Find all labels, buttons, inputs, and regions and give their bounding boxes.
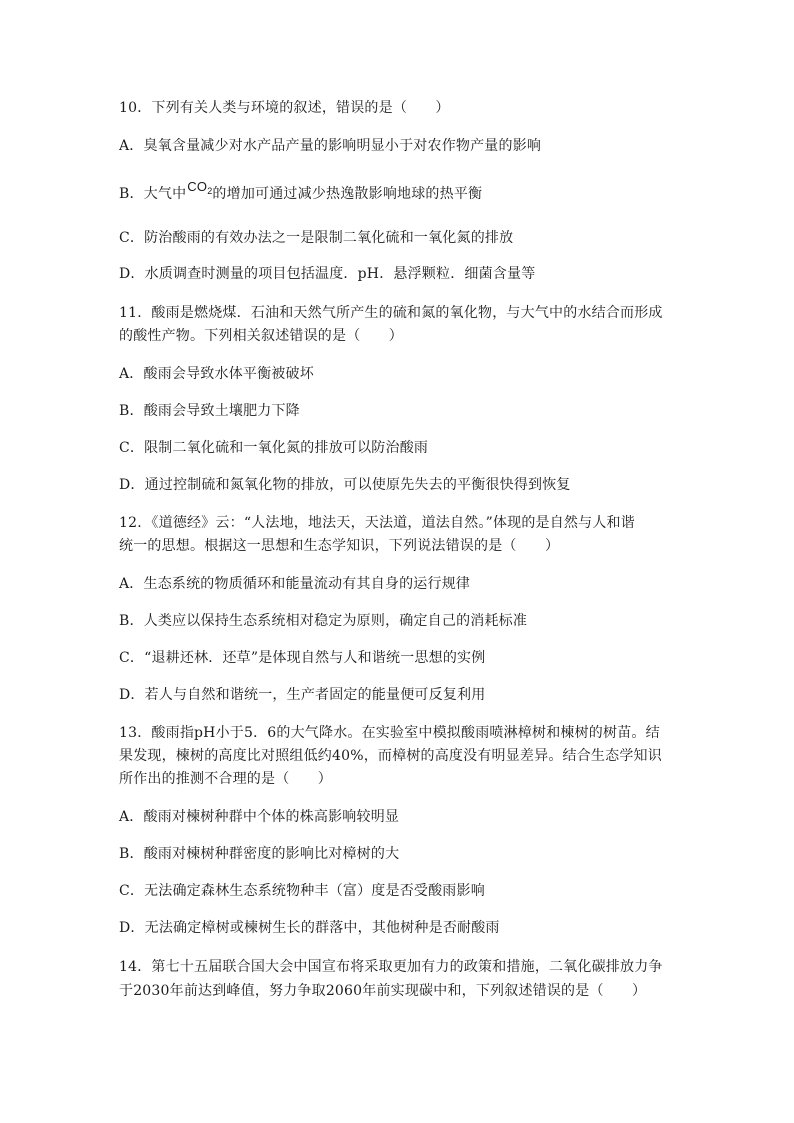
question-13-option-c: C．无法确定森林生态系统物种丰（富）度是否受酸雨影响 — [119, 883, 485, 899]
option-b-prefix: B．大气中 — [119, 186, 187, 202]
question-12-option-c: C．“退耕还林．还草”是体现自然与人和谐统一思想的实例 — [119, 650, 486, 666]
question-12-stem-line-2: 统一的思想。根据这一思想和生态学知识，下列说法错误的是（ ） — [119, 538, 560, 554]
option-b-suffix: 的增加可通过减少热逸散影响地球的热平衡 — [212, 186, 483, 202]
question-13-option-a: A．酸雨对楝树种群中个体的株高影响较明显 — [119, 809, 400, 825]
co2-formula-base: CO — [187, 179, 208, 194]
question-13-stem-line-3: 所作出的推测不合理的是（ ） — [119, 771, 332, 787]
question-11-option-c: C．限制二氧化硫和一氧化氮的排放可以防治酸雨 — [119, 440, 429, 456]
question-10-option-b — [119, 179, 679, 204]
question-10-stem: 10．下列有关人类与环境的叙述，错误的是（ ） — [119, 100, 450, 116]
question-12-option-d: D．若人与自然和谐统一，生产者固定的能量便可反复利用 — [119, 687, 486, 703]
question-11-option-d: D．通过控制硫和氮氧化物的排放，可以使原先失去的平衡很快得到恢复 — [119, 477, 571, 493]
question-14-stem-line-2: 于2030年前达到峰值，努力争取2060年前实现碳中和，下列叙述错误的是（ ） — [119, 983, 647, 999]
question-12-option-a: A．生态系统的物质循环和能量流动有其自身的运行规律 — [119, 576, 471, 592]
question-13-stem-line-1: 13．酸雨指pH小于5．6的大气降水。在实验室中模拟酸雨喷淋樟树和楝树的树苗。结 — [119, 725, 660, 741]
question-10-option-d: D．水质调查时测量的项目包括温度．pH．悬浮颗粒．细菌含量等 — [119, 266, 536, 282]
co2-formula-subscript: 2 — [207, 186, 213, 196]
question-13-option-d: D．无法确定樟树或楝树生长的群落中，其他树种是否耐酸雨 — [119, 920, 500, 936]
question-12-option-b: B．人类应以保持生态系统相对稳定为原则，确定自己的消耗标准 — [119, 613, 528, 629]
question-12-stem-line-1: 12．《道德经》云：“人法地，地法天，天法道，道法自然。”体现的是自然与人和谐 — [119, 515, 635, 531]
question-13-stem-line-2: 果发现，楝树的高度比对照组低约40%，而樟树的高度没有明显差异。结合生态学知识 — [119, 748, 662, 764]
question-11-option-b: B．酸雨会导致土壤肥力下降 — [119, 403, 300, 419]
question-10-option-c: C．防治酸雨的有效办法之一是限制二氧化硫和一氧化氮的排放 — [119, 230, 514, 246]
question-11-option-a: A．酸雨会导致水体平衡被破坏 — [119, 366, 314, 382]
co2-formula — [187, 178, 212, 197]
question-14-stem-line-1: 14．第七十五届联合国大会中国宣布将采取更加有力的政策和措施，二氧化碳排放力争 — [119, 959, 663, 975]
question-10-option-a: A．臭氧含量减少对水产品产量的影响明显小于对农作物产量的影响 — [119, 138, 542, 154]
question-11-stem-line-2: 的酸性产物。下列相关叙述错误的是（ ） — [119, 328, 403, 344]
question-13-option-b: B．酸雨对楝树种群密度的影响比对樟树的大 — [119, 846, 400, 862]
question-11-stem-line-1: 11．酸雨是燃烧煤．石油和天然气所产生的硫和氮的氧化物，与大气中的水结合而形成 — [119, 305, 663, 321]
